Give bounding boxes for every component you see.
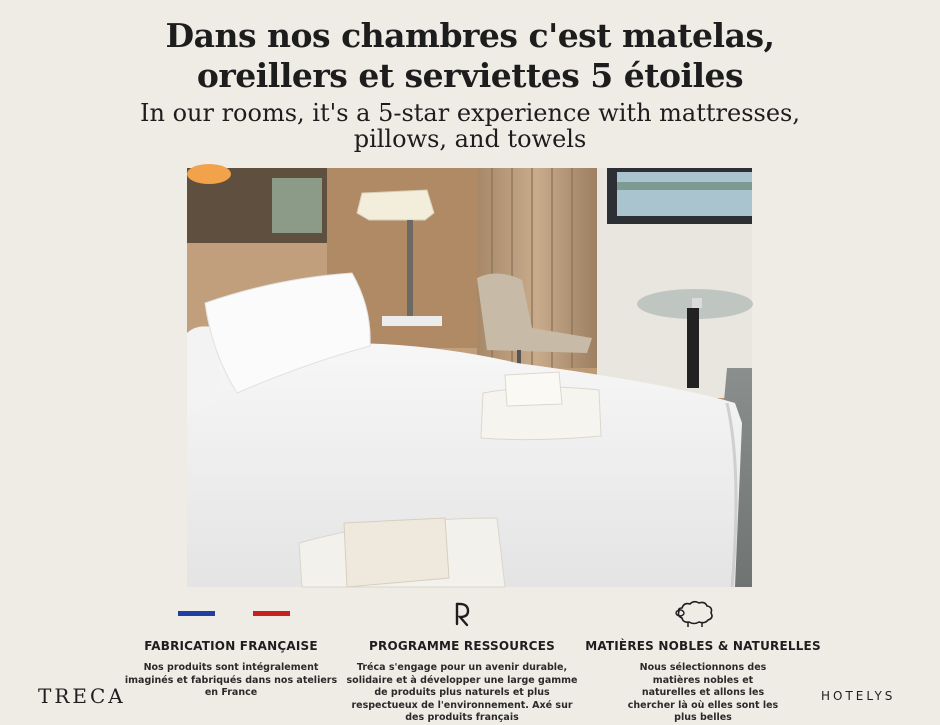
- programme-ressources-text: Tréca s'engage pour un avenir durable, solidaire et à développer une large gamme de produits plus naturels et plus respectueux de l'environnement. Axé sur des produits français: [346, 662, 578, 723]
- french-flag-icon: [178, 600, 290, 628]
- headline-french-line-2: oreillers et serviettes 5 étoiles: [196, 56, 744, 95]
- programme-ressources-title: PROGRAMME RESSOURCES: [369, 639, 555, 653]
- headline-english: [0, 100, 940, 152]
- hotelys-logo: HOTELYS: [821, 689, 896, 703]
- fabrication-francaise-title: FABRICATION FRANÇAISE: [144, 639, 318, 653]
- treca-logo: TRECA: [38, 684, 126, 708]
- headline-french-line-1: Dans nos chambres c'est matelas,: [165, 16, 775, 55]
- headline-french: [0, 16, 940, 96]
- hotel-room-photo: [187, 168, 752, 587]
- matieres-nobles-title: MATIÈRES NOBLES & NATURELLES: [585, 639, 821, 653]
- headline-english-line-2: pillows, and towels: [353, 125, 587, 153]
- fabrication-francaise-text: Nos produits sont intégralement imaginés et fabriqués dans nos ateliers en France: [124, 662, 338, 698]
- headline-english-line-1: In our rooms, it's a 5-star experience with mattresses,: [140, 99, 800, 127]
- matieres-nobles-text: Nous sélectionnons des matières nobles et naturelles et allons les chercher là où elles sont les plus belles: [627, 662, 779, 723]
- ressources-logo-icon: [450, 600, 474, 628]
- sheep-icon: [674, 600, 716, 628]
